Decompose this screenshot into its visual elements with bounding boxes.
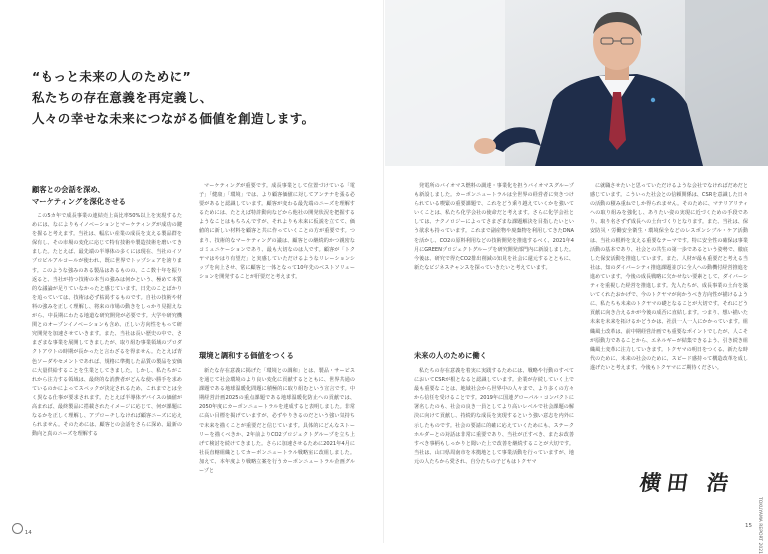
body-column-4-text: 発電所のバイオマス燃料の調達・事業化を担うバイオマスグループも新設しました。カーボンニュートラルは全世界の経営者に突きつけられている喫緊の重要課題で、これをどう乗り越えていくかを強いていくことは、私たち化学会社の使命だと考えます。さらに化学会社としては、ナクノロジーによってさまざまな課題解決を目指したいという欲求も持っています。これまで副産物や廃棄物を利用してきたDNAを活かし、CO2の原料利用などの技術開発を推進するべく、2021年4月にGREENプロジェクトグループを研究開発部門内に新設しました。今後は、研究で得たCO2排出削減の知見を社会に還元するとともに、新たなビジネスチャンスを探っていきたいと考えています。 [414, 183, 574, 271]
page-number-right [745, 523, 752, 529]
body-column-3-text: 新たな存在意義に掲げた「環境との調和」とは、製品・サービスを通じて社会環境のより良い変化に貢献するとともに、世界共通の課題である地球温暖化問題に積極的に取り組むという宣言です。中期経営計画2025の重点課題である地球温暖化防止への貢献では、2050年度にカーボンニュートラルを達成すると表明しました。非常に高い目標を掲げていますが、必ずやりきるのだという強い気持ちで未来を描くことが重要だと信じています。具体的にどんなストーリーを描くべきか、2年前よりCO2プロジェクトグループを立ち上げて検討を続けてきました。さらに加速させるために2021年4月に社長直轄組織としてカーボンニュートラル戦略室に改組しました。加えて、本年度より戦略立案を行うカーボンニュートラル企画グループと [199, 368, 355, 475]
headline [32, 66, 377, 129]
portrait-photo [385, 0, 768, 166]
section-title-customer-line-1: 顧客との会話を深め、 [32, 185, 105, 194]
body-column-4 [414, 182, 574, 317]
page-number-left [12, 523, 32, 536]
portrait-photo-illustration [385, 0, 768, 166]
body-column-3 [199, 367, 355, 527]
body-column-5 [414, 367, 574, 527]
page-number-left-text: 14 [24, 530, 32, 536]
body-column-2-text: マーケティングが重要です。成長事業として位置づけている「電子」「健康」「環境」では、より顧客価値に対してアンテナを張る必要があると認識しています。顧客が変わる最先端のニーズを理解するためには、たとえば特許動向などから他社の開発状況を把握するようなことはもちろんですが、それよりも未来に仮説を立てて、価値的に新しい材料を顧客と共に作っていくことの方が重要です。つまり、技術的なマーケティングの議は、顧客との継続的かつ親密なコミュニケーションであり、最も大切なのは人です。顧客が「トクヤマはやはり有望だ」と実感していただけるようなリレーションシップを向上させ、常に顧客と一体となって10年先のベストソリューションを開発することが肝要だと考えます。 [199, 183, 355, 280]
headline-line-2: 私たちの存在意義を再定義し、 [32, 90, 213, 105]
body-column-1-text: この5カ年で成長事業の連結売上高比率50%以上を実現するためには、なによりもイノベーションとマーケティングが成功の鍵を握ると考えます。当社は、幅広い産業の成長を支える製品群を保有し、その市場の変化に応じて特有技術や製造技術を磨いてきました。たとえば、最先端の半導体の多くには現在、当社のイソプロピルアルコールが使われ、既に世界でトップシェアを誇ります。このような強みのある製品はあるものの、ここ数十年を振り返ると、当社が持つ技術の本当の強みは何かという、極めて本質的な議論が足りていなかったと感じています。日先のことばかりを追っていては、技術は必ず枯渇するものです。自社の技術や材料の強みを正しく理解し、将来の市場の動きをしっかり見据えながら、中長期にわたる地道な研究開発が必要です。大学や研究機関とのオープンイノベーションも含め、正しい方向性をもって研究開発を加速させていきます。また、当社は長い歴史の中で、さまざまな事業を展開してきましたが、取り組む事業領域のプロダクトアウトの時期が長かったと言わざるを得ません。たとえば青色ソーダやセメントであれば、規格に準拠した品質の製品を安価に大量供給することを生業としてきました。しかし、私たちがこれから注力する領域は、最終的な消費者がどんな使い勝手を求めているのかによってスペックが決定されるため、これまでとは全く異なる仕事が要求されます。たとえば半導体デバイスの価値が高まれば、最終製品に搭載されたイメージに応じて、何が課題になるかを正しく理解し、アプローチしなければ顧客ニーズに応えられません。そのためには、顧客との会話をさらに深め、最新の動向と真のニーズを理解する [32, 213, 182, 438]
headline-line-1: “もっと未来の人のために” [32, 69, 192, 84]
body-column-6-text: に就職させたいと思っていただけるような会社でなければだめだと感じています。こういった社会との信頼関係は、CSRを意識した日々の活動の積み重ねでしか得られません。そのために、マテリアリティへの取り組みを強化し、ありたい姿の実現に近づくための手段であり、取り名さずず成長への土台づくりとなります。また、当社は、保安防災・労働安全衛生・環境保全などのレスポンシブル・ケア活動は、当社の根幹を支える重要なテーマです。特に安全性の確保は事業活動の基本であり、社会との共生の第一歩であるという姿勢で、徹底した保安活動を推進しています。また、人材が最も重要だと考える当社は、知のダイバーシティ推進課題並びに全人への動機付経営推進を進めています。今後の成長戦略に欠かせない要素として、ダイバーシティを重視した経営を推進します。先人たちが、成長事業の土台を築いてくれたおかげで、今のトクヤマが向かうべき方向性が描けるように、私たちも未来のトクヤマの礎となることが大切です。それにどう貢献に向き合えるかが今後の成否に直結します。つまり、想い描いた未来を未来を拓けるかどうかは、社員一人一人にかかっています。組織風土改革は、前中期経営計画でも重要なポイントでしたが、人こそが原動力であることから、エネルギーが結集できるよう、引き続き組織風土変革に注力していきます。トクヤマの明日をつくる、新たな時代のために、未来の社会のために、スピード感持って構造改革を成し遂げたいと考えます。今後もトクヤマにご期待ください。 [590, 183, 748, 371]
section-title-customer [32, 184, 126, 208]
page-number-circle-icon [12, 523, 23, 534]
body-column-2 [199, 182, 355, 309]
section-title-environment: 環境と調和する価値をつくる [199, 351, 294, 360]
body-column-6 [590, 182, 748, 452]
section-title-customer-line-2: マーケティングを深化させる [32, 197, 126, 206]
ceo-signature: 横田 浩 [638, 470, 736, 495]
left-page [0, 0, 384, 543]
body-column-5-text: 私たちの存在意義を着実に実践するためには、戦略や行動のすべてにおいてCSRが根となると認識しています。企業が存続していく上で最も重要なことは、地域社会から世界中の人々まで、より多くの方々から信任を受けることです。2019年に国連グローバル・コンパクトに署名したのも、社会の良き一員としてより高いレベルで社会課題の解決に向けて貢献し、持続的な成長を実現するという強い意志を内外に示したものです。社会の要請に的確に応えていくためにも、ステークホルダーとの対話は非常に重要であり、当社が正すべき、またお改善すべき事柄もしっかりと聞いた上で改善を継続することが大切です。当社は、山口県周南市を本拠地として事業活動を行っていますが、地元の人たちから愛され、自分たちの子どもはトクヤマ [414, 368, 574, 465]
section-title-future: 未来の人のために働く [414, 351, 487, 360]
headline-line-3: 人々の幸せな未来につながる価値を創造します。 [32, 111, 315, 126]
body-column-1 [32, 212, 182, 528]
report-side-label: TOKUYAMA REPORT 2021 [757, 497, 762, 554]
page-number-right-text: 15 [745, 523, 752, 529]
